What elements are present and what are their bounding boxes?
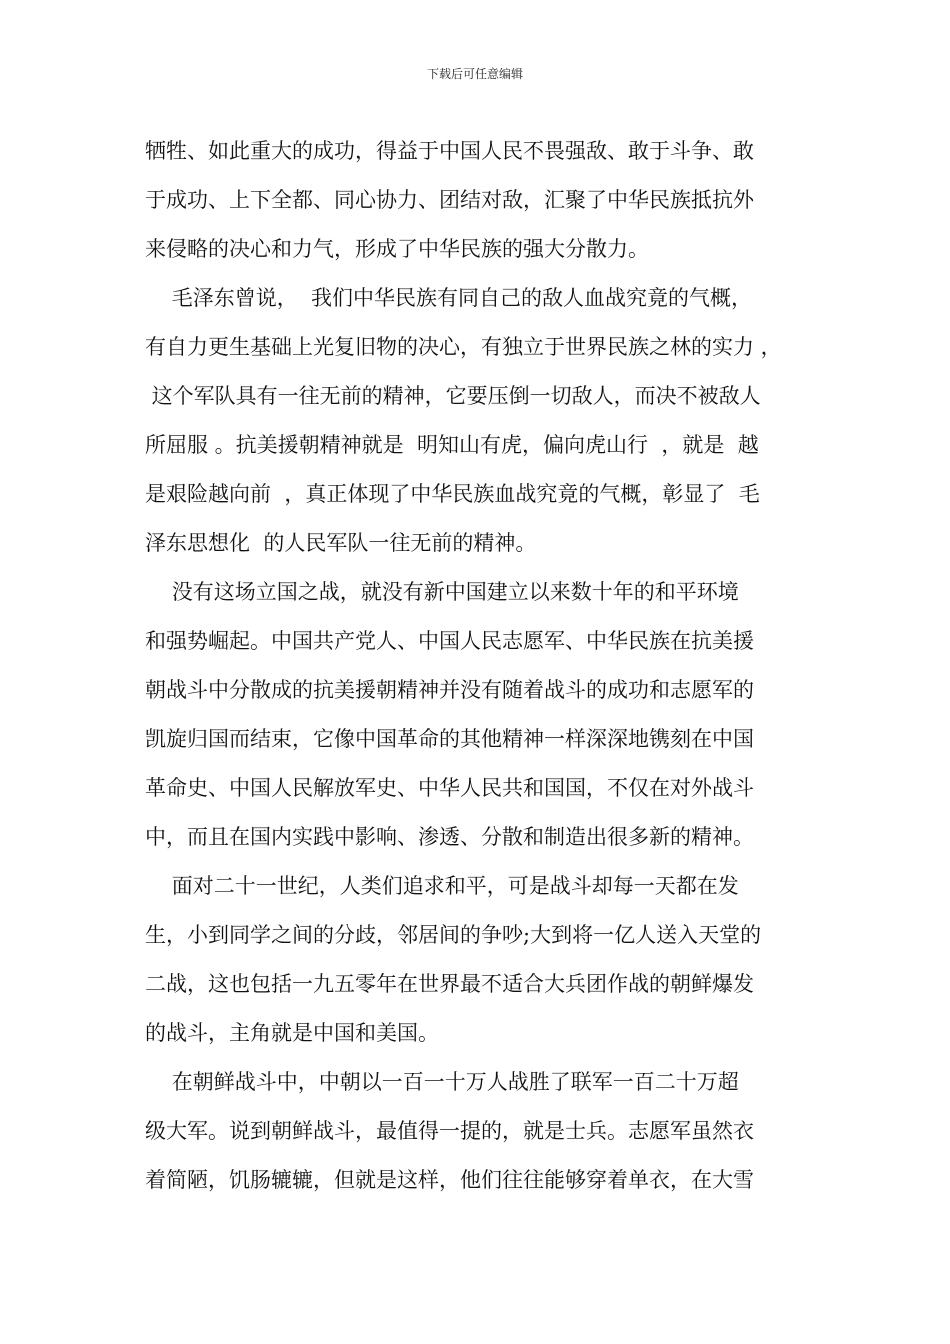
text-line: 有自力更生基础上光复旧物的决心，有独立于世界民族之林的实力 ， [145,335,782,359]
text-line: 朝战斗中分散成的抗美援朝精神并没有随着战斗的成功和志愿军的 [145,678,754,702]
text-line: 的战斗，主角就是中国和美国。 [145,1021,439,1045]
text-line: 中，而且在国内实践中影响、渗透、分散和制造出很多新的精神。 [145,825,754,849]
text-line: 凯旋归国而结束，它像中国革命的其他精神一样深深地镌刻在中国 [145,727,754,751]
text-line: 这个军队具有一往无前的精神，它要压倒一切敌人，而决不被敌人 [145,384,761,408]
text-line: 是艰险越向前 ，真正体现了中华民族血战究竟的气概，彰显了 毛 [145,482,760,506]
text-line: 面对二十一世纪，人类们追求和平，可是战斗却每一天都在发 [145,874,739,898]
text-line: 没有这场立国之战，就没有新中国建立以来数十年的和平环境 [145,580,739,604]
document-body [145,127,805,1205]
text-line: 二战，这也包括一九五零年在世界最不适合大兵团作战的朝鲜爆发 [145,972,754,996]
text-line: 革命史、中国人民解放军史、中华人民共和国国，不仅在对外战斗 [145,776,754,800]
text-line: 在朝鲜战斗中，中朝以一百一十万人战胜了联军一百二十万超 [145,1070,739,1094]
text-line: 着简陋，饥肠辘辘，但就是这样，他们往往能够穿着单衣，在大雪 [145,1168,754,1192]
text-line: 生，小到同学之间的分歧，邻居间的争吵;大到将一亿人送入天堂的 [145,923,762,947]
text-line: 牺牲、如此重大的成功，得益于中国人民不畏强敌、敢于斗争、敢 [145,139,754,163]
text-line: 级大军。说到朝鲜战斗，最值得一提的，就是士兵。志愿军虽然衣 [145,1119,754,1143]
page-header: 下载后可任意编辑 [426,67,523,81]
text-line: 来侵略的决心和力气，形成了中华民族的强大分散力。 [145,237,649,261]
text-line: 于成功、上下全都、同心协力、团结对敌，汇聚了中华民族抵抗外 [145,188,754,212]
text-line: 泽东思想化 的人民军队一往无前的精神。 [145,531,537,555]
text-line: 和强势崛起。中国共产党人、中国人民志愿军、中华民族在抗美援 [145,629,754,653]
text-line: 所屈服 。抗美援朝精神就是 明知山有虎，偏向虎山行 ，就是 越 [145,433,759,457]
text-line: 毛泽东曾说， 我们中华民族有同自己的敌人血战究竟的气概， [145,286,753,310]
